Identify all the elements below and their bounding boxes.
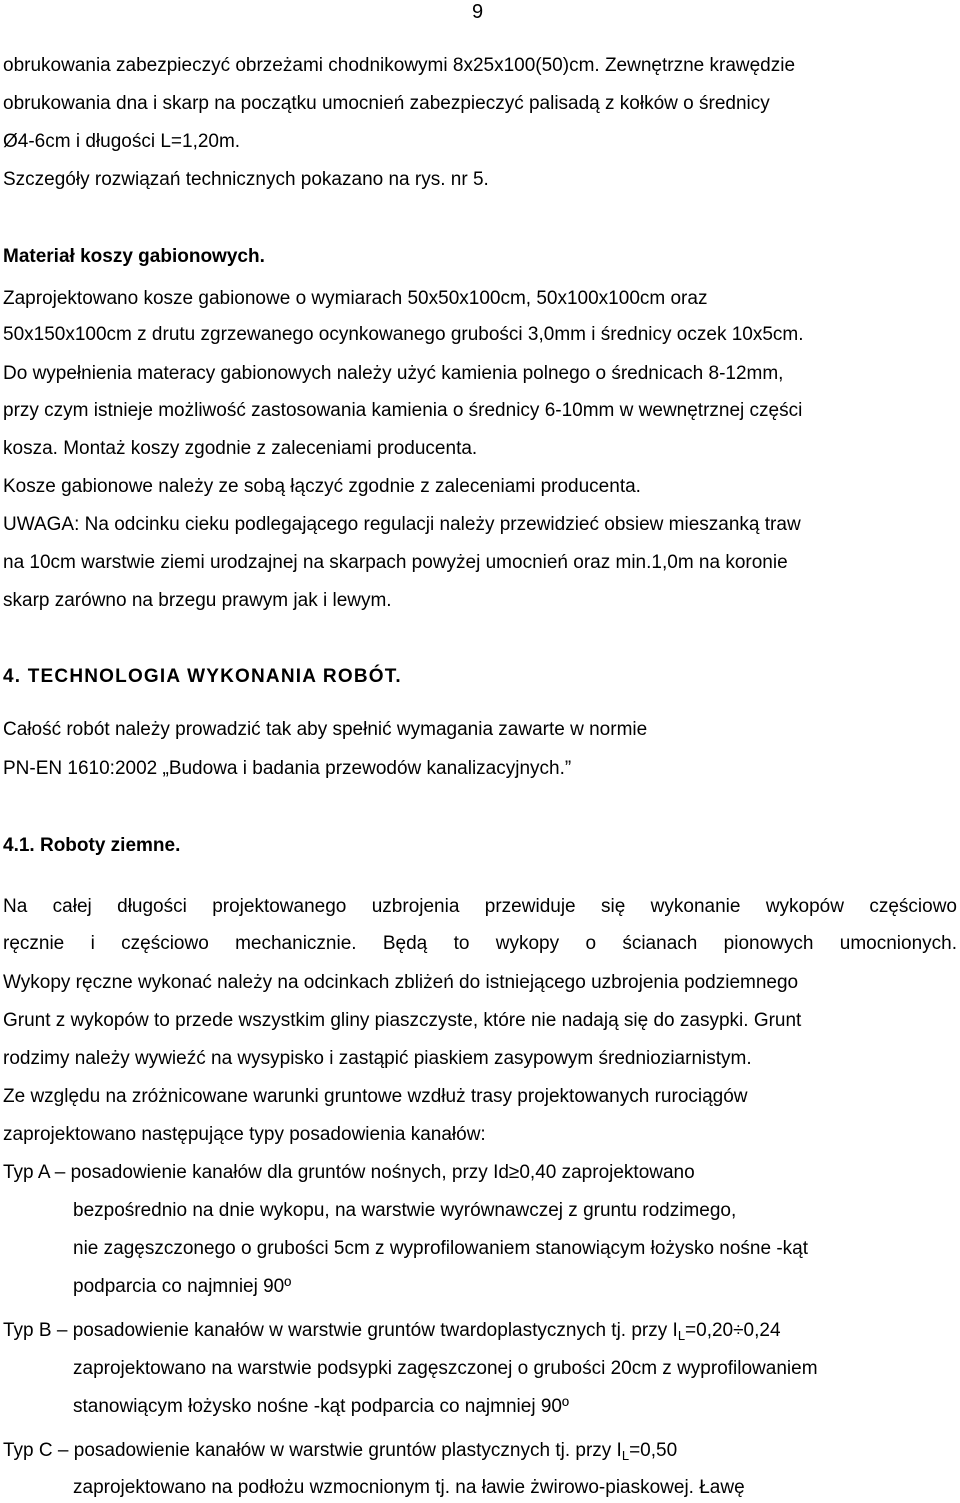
text-line: ręcznie i częściowo mechanicznie. Będą to wykopy o ścianach pionowych umocnionych. xyxy=(3,933,957,954)
type-c-line: zaprojektowano na podłożu wzmocnionym tj. na ławie żwirowo-piaskowej. Ławę xyxy=(73,1477,745,1498)
type-c-text: Typ C – posadowienie kanałów w warstwie gruntów plastycznych tj. przy I xyxy=(3,1440,622,1461)
text-line: Wykopy ręczne wykonać należy na odcinkach zbliżeń do istniejącego uzbrojenia podziemnego xyxy=(3,972,799,993)
text-line: zaprojektowano następujące typy posadowienia kanałów: xyxy=(3,1124,486,1145)
text-line: Na całej długości projektowanego uzbrojenia przewiduje się wykonanie wykopów częściowo xyxy=(3,896,957,917)
text-line: Grunt z wykopów to przede wszystkim gliny piaszczyste, które nie nadają się do zasypki. Grunt xyxy=(3,1010,802,1031)
type-b-line: stanowiącym łożysko nośne -kąt podparcia co najmniej 90º xyxy=(73,1396,569,1417)
subscript-l: L xyxy=(677,1328,686,1343)
type-b-line: zaprojektowano na warstwie podsypki zagęszczonej o grubości 20cm z wyprofilowaniem xyxy=(73,1358,818,1379)
text-line: Zaprojektowano kosze gabionowe o wymiarach 50x50x100cm, 50x100x100cm oraz xyxy=(3,288,708,309)
type-c-line xyxy=(3,1439,677,1463)
text-line: kosza. Montaż koszy zgodnie z zaleceniami producenta. xyxy=(3,438,478,459)
text-line: PN-EN 1610:2002 „Budowa i badania przewodów kanalizacyjnych.” xyxy=(3,758,572,779)
text-line: Do wypełnienia materacy gabionowych należy użyć kamienia polnego o średnicach 8-12mm, xyxy=(3,363,784,384)
type-b-value: =0,20÷0,24 xyxy=(685,1320,781,1341)
text-line: rodzimy należy wywieźć na wysypisko i zastąpić piaskiem zasypowym średnioziarnistym. xyxy=(3,1048,752,1069)
text-line: UWAGA: Na odcinku cieku podlegającego regulacji należy przewidzieć obsiew mieszanką traw xyxy=(3,514,801,535)
section-heading-earthworks: 4.1. Roboty ziemne. xyxy=(3,835,181,856)
text-line: Ze względu na zróżnicowane warunki gruntowe wzdłuż trasy projektowanych rurociągów xyxy=(3,1086,748,1107)
type-b-text: Typ B – posadowienie kanałów w warstwie gruntów twardoplastycznych tj. przy I xyxy=(3,1320,678,1341)
section-heading-technology: 4. TECHNOLOGIA WYKONANIA ROBÓT. xyxy=(3,666,402,687)
text-line: obrukowania zabezpieczyć obrzeżami chodnikowymi 8x25x100(50)cm. Zewnętrzne krawędzie xyxy=(3,55,796,76)
type-a-line: bezpośrednio na dnie wykopu, na warstwie wyrównawczej z gruntu rodzimego, xyxy=(73,1200,737,1221)
type-a-line: Typ A – posadowienie kanałów dla gruntów nośnych, przy Id≥0,40 zaprojektowano xyxy=(3,1162,695,1183)
text-line: skarp zarówno na brzegu prawym jak i lewym. xyxy=(3,590,392,611)
page-number: 9 xyxy=(472,1,484,23)
text-line: 50x150x100cm z drutu zgrzewanego ocynkowanego grubości 3,0mm i średnicy oczek 10x5cm. xyxy=(3,324,804,345)
text-line: Szczegóły rozwiązań technicznych pokazano na rys. nr 5. xyxy=(3,169,489,190)
subscript-l: L xyxy=(621,1448,630,1463)
text-line: obrukowania dna i skarp na początku umocnień zabezpieczyć palisadą z kołków o średnicy xyxy=(3,93,770,114)
text-line: Kosze gabionowe należy ze sobą łączyć zgodnie z zaleceniami producenta. xyxy=(3,476,641,497)
type-b-line xyxy=(3,1319,781,1343)
type-a-line: nie zagęszczonego o grubości 5cm z wyprofilowaniem stanowiącym łożysko nośne -kąt xyxy=(73,1238,809,1259)
section-heading-materials: Materiał koszy gabionowych. xyxy=(3,246,265,267)
text-line: przy czym istnieje możliwość zastosowania kamienia o średnicy 6-10mm w wewnętrznej części xyxy=(3,400,803,421)
type-c-value: =0,50 xyxy=(629,1440,678,1461)
text-line: Całość robót należy prowadzić tak aby spełnić wymagania zawarte w normie xyxy=(3,719,648,740)
text-line: na 10cm warstwie ziemi urodzajnej na skarpach powyżej umocnień oraz min.1,0m na koronie xyxy=(3,552,788,573)
type-a-line: podparcia co najmniej 90º xyxy=(73,1276,292,1297)
text-line: Ø4-6cm i długości L=1,20m. xyxy=(3,131,241,152)
